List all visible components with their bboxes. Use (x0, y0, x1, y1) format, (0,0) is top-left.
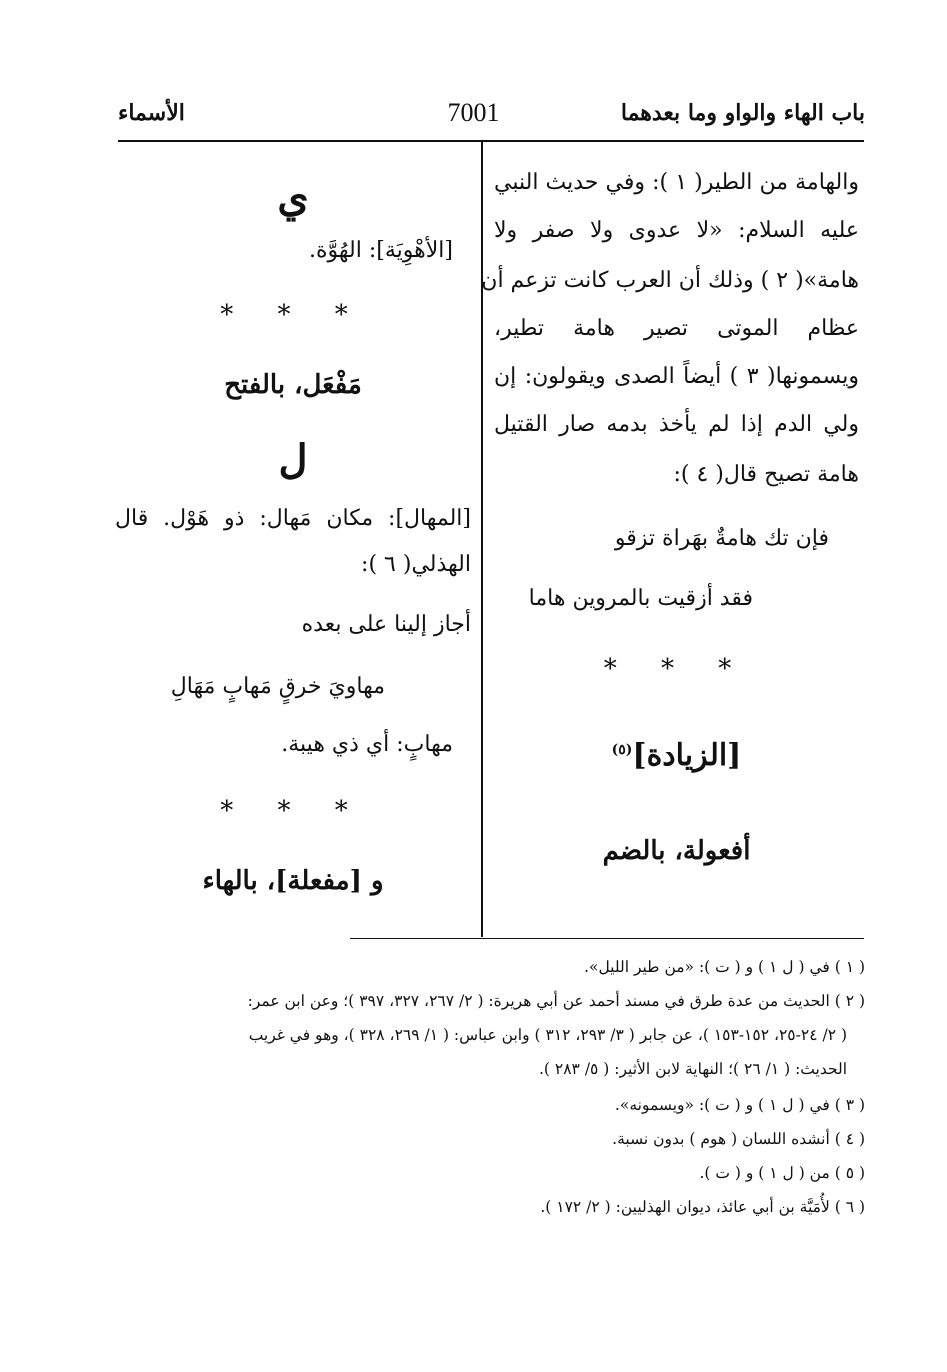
heading-text: [الزيادة] (632, 738, 742, 773)
footnote: ( ٣ ) في ( ل ١ ) و ( ت ): «ويسمونه». (614, 1096, 865, 1114)
letter-heading-lam: ل (278, 436, 308, 483)
entry-mahab: مهابٍ: أي ذي هيبة. (281, 732, 453, 757)
body-line: ويسمونها( ٣ ) أيضاً الصدى ويقولون: إن (494, 364, 860, 389)
verse-hemistich-1: فإن تك هامةٌ بهَراة تزقو (614, 526, 829, 551)
pattern-heading-mafala: و [مفعلة]، بالهاء (202, 866, 384, 896)
footnote-cont: الحديث: ( ١/ ٢٦ )؛ النهاية لابن الأثير: ( ٥/ ٢٨٣ ). (539, 1060, 847, 1078)
running-head-chapter: باب الهاء والواو وما بعدهما (620, 100, 865, 126)
header-rule (118, 140, 864, 142)
body-line: عظام الموتى تصير هامة تطير، (494, 316, 859, 341)
footnote: ( ٤ ) أنشده اللسان ( هوم ) بدون نسبة. (612, 1130, 865, 1148)
body-line: عليه السلام: «لا عدوى ولا صفر ولا (494, 218, 859, 243)
footnote: ( ٢ ) الحديث من عدة طرق في مسند أحمد عن أبي هريرة: ( ٢/ ٢٦٧، ٣٢٧، ٣٩٧ )؛ وعن ابن عمر: (247, 992, 865, 1010)
footnote-marker: (٥) (611, 742, 633, 758)
letter-heading-ya: ي (277, 174, 309, 221)
section-separator: * * * (220, 300, 366, 330)
footnote-cont: ( ٢/ ٢٤-٢٥، ١٥٢-١٥٣ )، عن جابر ( ٣/ ٢٩٣، ٣١٢ ) وابن عباس: ( ١/ ٢٦٩، ٣٢٨ )، وهو في غريب (248, 1026, 847, 1044)
section-separator: * * * (220, 796, 366, 826)
entry-mahal: [المهال]: مكان مَهال: ذو هَوْل. قال (115, 506, 471, 531)
column-divider (481, 141, 483, 937)
entry-mahal-cont: الهذلي( ٦ ): (361, 552, 471, 577)
entry-ahwiya: [الأهْوِيَة]: الهُوَّة. (309, 238, 453, 263)
pattern-heading-afoula: أفعولة، بالضم (602, 836, 751, 866)
verse-hemistich-2: مهاويَ خرقٍ مَهابٍ مَهَالِ (170, 674, 385, 699)
footnote: ( ١ ) في ( ل ١ ) و ( ت ): «من طير الليل». (584, 958, 865, 976)
body-line: والهامة من الطير( ١ ): وفي حديث النبي (494, 170, 859, 195)
page-number: 7001 (447, 98, 500, 127)
body-line: هامة»( ٢ ) وذلك أن العرب كانت تزعم أن (481, 268, 859, 293)
verse-hemistich-1: أجاز إلينا على بعده (301, 612, 471, 637)
body-line: هامة تصيح قال( ٤ ): (673, 462, 859, 487)
verse-hemistich-2: فقد أزقيت بالمروين هاما (528, 586, 753, 611)
footnote: ( ٥ ) من ( ل ١ ) و ( ت ). (699, 1164, 865, 1182)
pattern-heading-mafal: مَفْعَل، بالفتح (224, 370, 362, 400)
footnote-rule (350, 938, 864, 939)
section-separator: * * * (603, 654, 750, 684)
body-line: ولي الدم إذا لم يأخذ بدمه صار القتيل (494, 412, 859, 437)
footnote: ( ٦ ) لأُمَيَّة بن أبي عائذ، ديوان الهذليين: ( ٢/ ١٧٢ ). (540, 1198, 865, 1216)
running-head-section: الأسماء (118, 100, 185, 126)
section-heading-ziyada (494, 738, 859, 773)
